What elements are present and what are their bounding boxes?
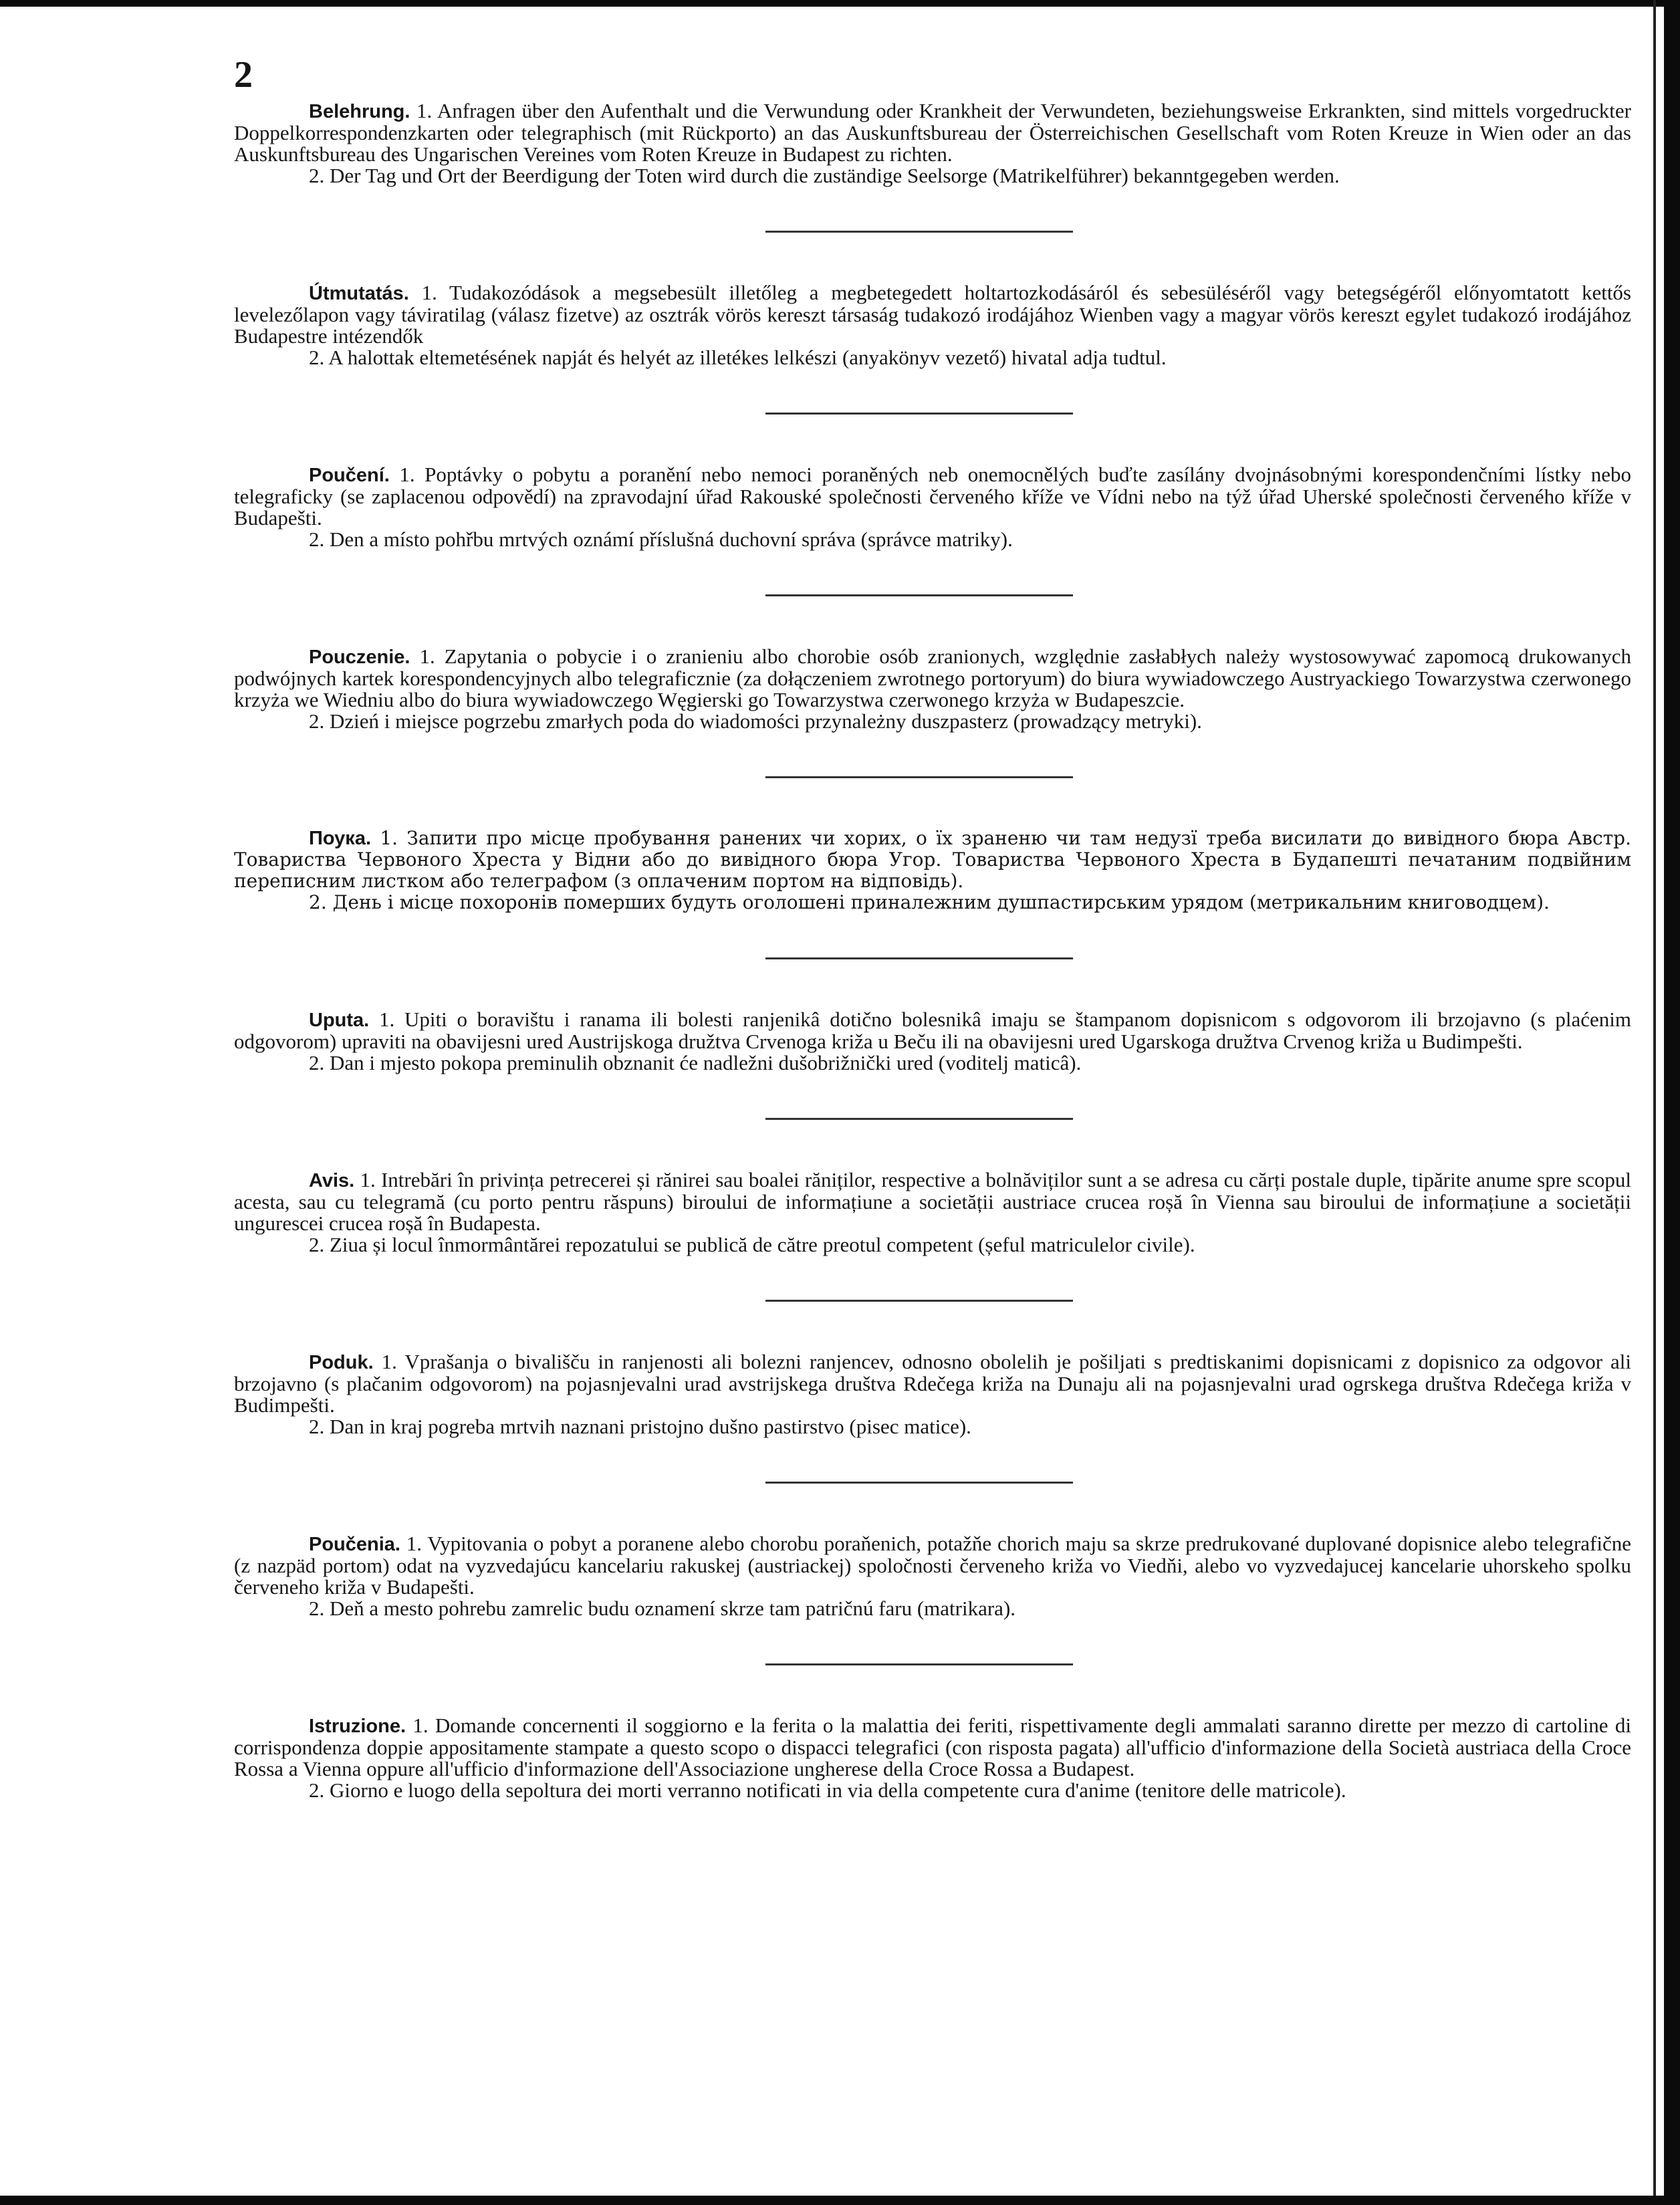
instruction-paragraph-1	[234, 1169, 1631, 1234]
instruction-text: 2. Ziua și locul înmormântărei repozatului se publică de către preotul competent (șeful matriculelor civile).	[309, 1233, 1195, 1256]
section-divider	[765, 1118, 1073, 1120]
section-label: Istruzione.	[309, 1716, 406, 1737]
instruction-text: 1. Domande concernenti il soggiorno e la ferita o la malattia dei feriti, rispettivamente degli ammalati saranno dirette per mezzo di cartoline di corrispondenza doppie appositamente stampate a questo scopo o dispacci telegrafici (con risposta pagata) all'ufficio d'informazione della Società austriaca della Croce Rossa a Vienna oppure all'ufficio d'informazione dell'Associazione ungherese della Croce Rossa a Budapest.	[234, 1714, 1631, 1780]
scan-border-right	[1664, 0, 1680, 2205]
instruction-paragraph-1	[234, 1351, 1631, 1416]
instruction-paragraph-1	[234, 1533, 1631, 1598]
instruction-text: 2. День і місце похоронів померших будуть оголошені приналежним душпастирським урядом (метрикальним книговодцем).	[309, 891, 1550, 913]
instruction-paragraph-2	[234, 1780, 1631, 1801]
scan-border-right-line	[1653, 0, 1656, 2205]
section-romanian	[234, 1169, 1631, 1256]
section-hungarian	[234, 282, 1631, 368]
section-label: Avis.	[309, 1170, 355, 1191]
instruction-text: 2. A halottak eltemetésének napját és helyét az illetékes lelkészi (anyakönyv vezető) hivatal adja tudtul.	[309, 346, 1167, 369]
instruction-text: 1. Vypitovania o pobyt a poranene alebo chorobu poraňenich, potažňe chorich maju sa skrze predrukované duplované dopisnice alebo telegrafične (z nazpäd portom) odat na vyzvedajúcu kancelariu rakuskej (austriackej) spoločnosti červeneho križa vo Viedňi, alebo vo vyzvedajucej kancelarie uhorskeho spolku červeneho križa v Budapešti.	[234, 1532, 1632, 1599]
section-label: Uputa.	[309, 1010, 370, 1031]
section-label: Поука.	[309, 828, 372, 849]
instruction-text: 2. Deň a mesto pohrebu zamrelic budu oznamení skrze tam patričnú faru (matrikara).	[309, 1597, 1016, 1620]
instruction-text: 1. Anfragen über den Aufenthalt und die Verwundung oder Krankheit der Verwundeten, beziehungsweise Erkrankten, sind mittels vorgedruckter Doppelkorrespondenzkarten oder telegraphisch (mit Rückporto) an das Auskunftsbureau der Österreichischen Gesellschaft vom Roten Kreuze in Wien oder an das Auskunftsbureau des Ungarischen Vereines vom Roten Kreuze in Budapest zu richten.	[234, 99, 1631, 166]
instruction-text: 1. Zapytania o pobycie i o zranieniu albo chorobie osób zranionych, względnie zasłabłych należy wystosowywać zapomocą drukowanych podwójnych kartek korespondencyjnych albo telegraficznie (za dołączeniem zwrotnego portoryum) do biura wywiadowczego Austryackiego Towarzystwa czerwonego krzyża we Wiedniu albo do biura wywiadowczego Węgierski go Towarzystwa czerwonego krzyża w Budapeszcie.	[234, 645, 1631, 711]
section-polish	[234, 646, 1631, 732]
instruction-text: 2. Den a místo pohřbu mrtvých oznámí příslušná duchovní správa (správce matriky).	[309, 528, 1013, 551]
section-label: Pouczenie.	[309, 647, 410, 668]
instruction-text: 2. Dzień i miejsce pogrzebu zmarłych poda do wiadomości przynależny duszpasterz (prowadzący metryki).	[309, 709, 1202, 733]
section-label: Poučenia.	[309, 1534, 400, 1555]
instruction-text: 1. Запити про місце пробування ранених чи хорих, о їх зраненю чи там недузї треба висилати до вивідного бюра Австр. Товариства Червоного Хреста у Відни або до вивідного бюра Угор. Товариства Червоного Хреста в Будапешті печатаним подвійним переписним листком або телеграфом (з оплаченим портом на відповідь).	[234, 827, 1632, 892]
section-label: Útmutatás.	[309, 283, 409, 304]
section-divider	[765, 1663, 1073, 1665]
instruction-text: 1. Upiti o boravištu i ranama ili bolesti ranjenikâ dotično bolesnikâ imaju se štampanom dopisnicom s odgovorom ili brzojavno (s plaćenim odgovorom) upraviti na obavijesni ured Austrijskoga družtva Crvenoga križa u Beču ili na obavijesni ured Ugarskoga družtva Crvenog križa u Budimpešti.	[234, 1008, 1632, 1053]
section-ruthenian	[234, 828, 1631, 913]
instruction-paragraph-1	[234, 646, 1631, 711]
section-croatian	[234, 1009, 1631, 1074]
instruction-paragraph-2	[234, 1234, 1631, 1256]
scan-border-bottom	[0, 2196, 1680, 2205]
instruction-paragraph-1	[234, 100, 1631, 165]
section-label: Poučení.	[309, 465, 390, 486]
instruction-text: 2. Der Tag und Ort der Beerdigung der Toten wird durch die zuständige Seelsorge (Matrikelführer) bekanntgegeben werden.	[309, 164, 1340, 187]
instruction-text: 1. Intrebări în privința petrecerei și rănirei sau boalei răniților, respective a bolnăviților sunt a se adresa cu cărți postale duple, tipărite anume spre scopul acesta, sau cu telegramă (cu porto pentru răspuns) biroului de informațiune a societății austriace crucea roșă în Vienna sau biroului de informațiune a societății ungurescei crucea roșă în Budapesta.	[234, 1168, 1631, 1235]
instruction-paragraph-1	[234, 828, 1631, 892]
instruction-paragraph-2	[234, 1052, 1631, 1074]
instruction-paragraph-2	[234, 1416, 1631, 1437]
instruction-text: 1. Vprašanja o bivališču in ranjenosti ali bolezni ranjencev, odnosno obolelih je pošiljati s predtiskanimi dopisnicami z dopisnico za odgovor ali brzojavno (s plačanim odgovorom) na pojasnjevalni urad avstrijskega društva Rdečega križa na Dunaju ali na pojasnjevalni urad ogrskega društva Rdečega križa v Budimpešti.	[234, 1350, 1631, 1417]
section-slovak	[234, 1533, 1631, 1619]
instruction-paragraph-2	[234, 892, 1631, 913]
document-body	[234, 100, 1631, 1801]
scan-border-top	[0, 0, 1680, 7]
instruction-text: 1. Poptávky o pobytu a poranění nebo nemoci poraněných neb onemocnělých buďte zasílány dvojnásobnými korespondenčními lístky nebo telegraficky (se zaplacenou odpovědí) na zpravodajní úřad Rakouské společnosti červeného kříže ve Vídni nebo na týž úřad Uherské společnosti červeného kříže v Budapešti.	[234, 463, 1631, 530]
instruction-paragraph-2	[234, 347, 1631, 368]
instruction-paragraph-2	[234, 1598, 1631, 1619]
section-label: Poduk.	[309, 1352, 374, 1373]
instruction-paragraph-2	[234, 529, 1631, 550]
section-divider	[765, 1482, 1073, 1484]
section-divider	[765, 1300, 1073, 1302]
section-divider	[765, 594, 1073, 596]
section-german	[234, 100, 1631, 187]
instruction-paragraph-2	[234, 711, 1631, 732]
section-divider	[765, 776, 1073, 778]
instruction-paragraph-1	[234, 464, 1631, 529]
instruction-paragraph-1	[234, 1715, 1631, 1780]
instruction-text: 2. Giorno e luogo della sepoltura dei morti verranno notificati in via della competente cura d'anime (tenitore delle matricole).	[309, 1778, 1346, 1802]
instruction-paragraph-2	[234, 165, 1631, 187]
section-czech	[234, 464, 1631, 550]
section-divider	[765, 957, 1073, 959]
section-label: Belehrung.	[309, 101, 410, 122]
instruction-text: 1. Tudakozódások a megsebesült illetőleg a megbetegedett holtartozkodásáról és sebesüléséről vagy betegségéről előnyomtatott kettős levelezőlapon vagy táviratilag (válasz fizetve) az osztrák vörös kereszt társaság tudakozó irodájához Wienben vagy a magyar vörös kereszt egylet tudakozó irodájához Budapestre intézendők	[234, 281, 1631, 348]
section-italian	[234, 1715, 1631, 1801]
section-divider	[765, 231, 1073, 233]
instruction-text: 2. Dan in kraj pogreba mrtvih naznani pristojno dušno pastirstvo (pisec matice).	[309, 1415, 971, 1438]
instruction-text: 2. Dan i mjesto pokopa preminulih obznanit će nadležni dušobrižnički ured (voditelj maticâ).	[309, 1051, 1082, 1074]
instruction-paragraph-1	[234, 282, 1631, 347]
page-number: 2	[234, 54, 253, 96]
section-divider	[765, 413, 1073, 415]
instruction-paragraph-1	[234, 1009, 1631, 1052]
section-slovene	[234, 1351, 1631, 1437]
